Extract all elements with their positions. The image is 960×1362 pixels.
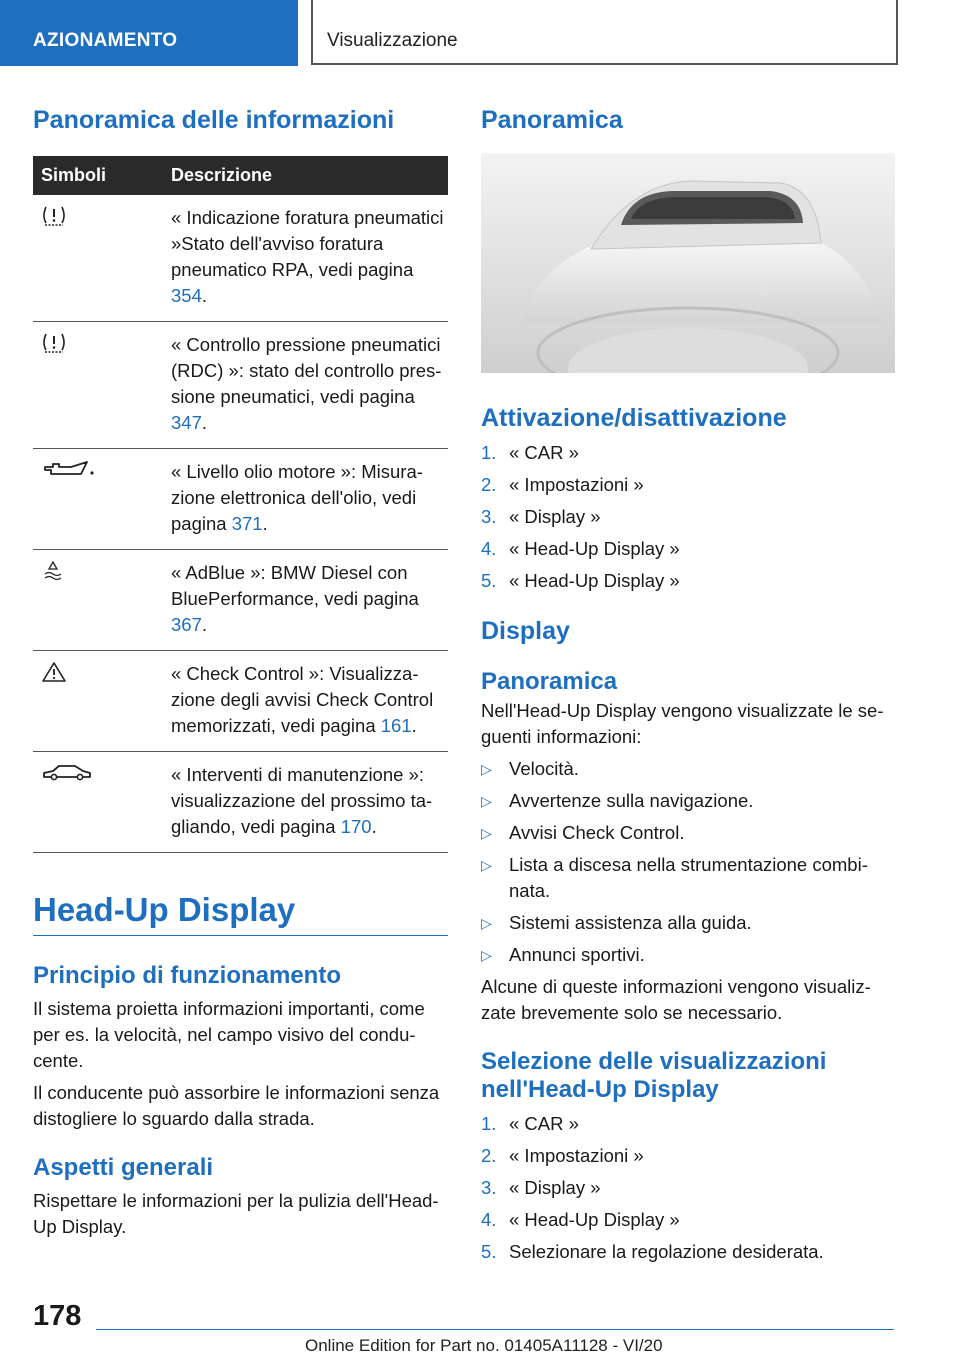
step-text: « Head-Up Display » <box>509 538 680 559</box>
page-link[interactable]: 161 <box>380 715 412 736</box>
tire-warning-icon <box>41 205 67 227</box>
activation-steps <box>481 437 895 597</box>
footer-rule <box>96 1329 894 1330</box>
page-link[interactable]: 371 <box>231 513 263 534</box>
step-text: « Head-Up Display » <box>509 570 680 591</box>
topic-tab <box>311 0 898 65</box>
list-item: 5. Selezionare la regolazione desiderata. <box>481 1241 824 1262</box>
table-row <box>33 550 448 651</box>
item-text: Sistemi assistenza alla guida. <box>509 912 752 933</box>
table-row <box>33 322 448 449</box>
symbol-cell <box>33 449 163 550</box>
description-cell: « Indicazione foratura pneumatici »Stato dell'avviso foratura pneumatico RPA, vedi pagina 354. <box>163 195 448 322</box>
page-link[interactable]: 170 <box>340 816 372 837</box>
item-text: Annunci sportivi. <box>509 944 645 965</box>
list-item <box>481 942 895 968</box>
list-item: 3. « Display » <box>481 506 601 527</box>
step-text: « Display » <box>509 1177 601 1198</box>
selection-title: Selezione delle visualizzazioni nell'Head-Up Display <box>481 1048 827 1103</box>
step-text: Selezionare la regolazione desiderata. <box>509 1241 824 1262</box>
bullet-triangle-icon: ▷ <box>481 857 492 873</box>
warning-triangle-icon <box>41 661 67 683</box>
bullet-triangle-icon: ▷ <box>481 793 492 809</box>
description-text: « Check Control »: Visualizzazione degli avvisi Check Control memorizzati, vedi pagina <box>171 663 434 736</box>
display-items <box>481 756 895 968</box>
table-row <box>33 449 448 550</box>
description-text: « AdBlue »: BMW Diesel con BluePerformance, vedi pagina <box>171 562 419 609</box>
bullet-triangle-icon: ▷ <box>481 761 492 777</box>
hud-illustration <box>481 153 895 373</box>
list-item: 1. « CAR » <box>481 442 579 463</box>
item-text: Avvertenze sulla navigazione. <box>509 790 754 811</box>
display-note: Alcune di queste informazioni vengono visualizzate brevemente solo se necessario. <box>481 976 871 1023</box>
description-cell: « Livello olio motore »: Misurazione elettronica dell'olio, vedi pagina 371. <box>163 449 448 550</box>
page-link[interactable]: 347 <box>171 412 202 433</box>
table-row <box>33 195 448 322</box>
oil-can-icon <box>41 459 95 481</box>
item-text: Lista a discesa nella strumentazione combinata. <box>509 854 868 901</box>
list-item: 5. « Head-Up Display » <box>481 570 680 591</box>
page-number: 178 <box>33 1300 82 1332</box>
step-text: « Impostazioni » <box>509 474 644 495</box>
step-text: « Display » <box>509 506 601 527</box>
table-header-row <box>33 156 448 195</box>
item-text: Velocità. <box>509 758 579 779</box>
bullet-triangle-icon: ▷ <box>481 825 492 841</box>
topic-label: Visualizzazione <box>327 30 458 51</box>
description-cell: « Check Control »: Visualizzazione degli avvisi Check Control memorizzati, vedi pagina 161. <box>163 651 448 752</box>
description-cell: « Interventi di manutenzione »: visualizzazione del prossimo tagliando, vedi pagina 170. <box>163 752 448 853</box>
table-row <box>33 752 448 853</box>
activation-title: Attivazione/disattivazione <box>481 404 787 432</box>
list-item: 4. « Head-Up Display » <box>481 1209 680 1230</box>
section-label: AZIONAMENTO <box>33 30 178 51</box>
symbol-cell <box>33 752 163 853</box>
section-tab <box>0 0 298 66</box>
bullet-triangle-icon: ▷ <box>481 947 492 963</box>
principle-paragraph-2: Il conducente può assorbire le informazioni senza distogliere lo sguardo dalla strada. <box>33 1082 440 1129</box>
selection-steps <box>481 1108 895 1268</box>
edition-footer: Online Edition for Part no. 01405A11128 - VI/20 <box>305 1336 663 1355</box>
symbol-cell <box>33 195 163 322</box>
display-intro: Nell'Head-Up Display vengono visualizzate le seguenti informazioni: <box>481 700 884 747</box>
description-cell: « AdBlue »: BMW Diesel con BluePerformance, vedi pagina 367. <box>163 550 448 651</box>
description-text: « Indicazione foratura pneumatici »Stato dell'avviso foratura pneumatico RPA, vedi pagina <box>171 207 444 280</box>
page-link[interactable]: 367 <box>171 614 202 635</box>
table-row <box>33 651 448 752</box>
step-text: « Impostazioni » <box>509 1145 644 1166</box>
principle-paragraph-1: Il sistema proietta informazioni importanti, come per es. la velocità, nel campo visivo del conducente. <box>33 998 425 1071</box>
list-item: 4. « Head-Up Display » <box>481 538 680 559</box>
list-item <box>481 820 895 846</box>
description-text: « Livello olio motore »: Misurazione elettronica dell'olio, vedi pagina <box>171 461 423 534</box>
display-subtitle: Panoramica <box>481 668 618 695</box>
column-header-symbols: Simboli <box>33 156 163 195</box>
item-text: Avvisi Check Control. <box>509 822 685 843</box>
symbols-table <box>33 156 448 853</box>
list-item <box>481 852 895 904</box>
car-service-icon <box>41 762 93 784</box>
left-column <box>33 100 448 1240</box>
overview-title: Panoramica <box>481 106 623 134</box>
symbol-cell <box>33 550 163 651</box>
general-title: Aspetti generali <box>33 1154 214 1181</box>
list-item: 1. « CAR » <box>481 1113 579 1134</box>
symbol-cell <box>33 651 163 752</box>
step-text: « CAR » <box>509 1113 579 1134</box>
symbol-cell <box>33 322 163 449</box>
description-text: « Interventi di manutenzione »: visualizzazione del prossimo tagliando, vedi pagina <box>171 764 433 837</box>
principle-title: Principio di funzionamento <box>33 962 341 989</box>
general-paragraph: Rispettare le informazioni per la pulizia dell'Head-Up Display. <box>33 1190 439 1237</box>
list-item <box>481 756 895 782</box>
page-link[interactable]: 354 <box>171 285 202 306</box>
step-text: « CAR » <box>509 442 579 463</box>
list-item <box>481 910 895 936</box>
adblue-icon <box>41 560 65 582</box>
overview-info-title: Panoramica delle informazioni <box>33 106 395 134</box>
right-column <box>481 100 895 1268</box>
hud-photo <box>481 153 895 373</box>
description-text: « Controllo pressione pneumatici (RDC) »: stato del controllo pressione pneumatici, vedi pagina <box>171 334 442 407</box>
list-item: 2. « Impostazioni » <box>481 1145 644 1166</box>
tire-pressure-icon <box>41 332 67 354</box>
display-title: Display <box>481 617 570 645</box>
list-item: 2. « Impostazioni » <box>481 474 644 495</box>
list-item <box>481 788 895 814</box>
step-text: « Head-Up Display » <box>509 1209 680 1230</box>
column-header-description: Descrizione <box>163 156 448 195</box>
list-item: 3. « Display » <box>481 1177 601 1198</box>
hud-title: Head-Up Display <box>33 891 448 936</box>
description-cell: « Controllo pressione pneumatici (RDC) »: stato del controllo pressione pneumatici, vedi pagina 347. <box>163 322 448 449</box>
bullet-triangle-icon: ▷ <box>481 915 492 931</box>
